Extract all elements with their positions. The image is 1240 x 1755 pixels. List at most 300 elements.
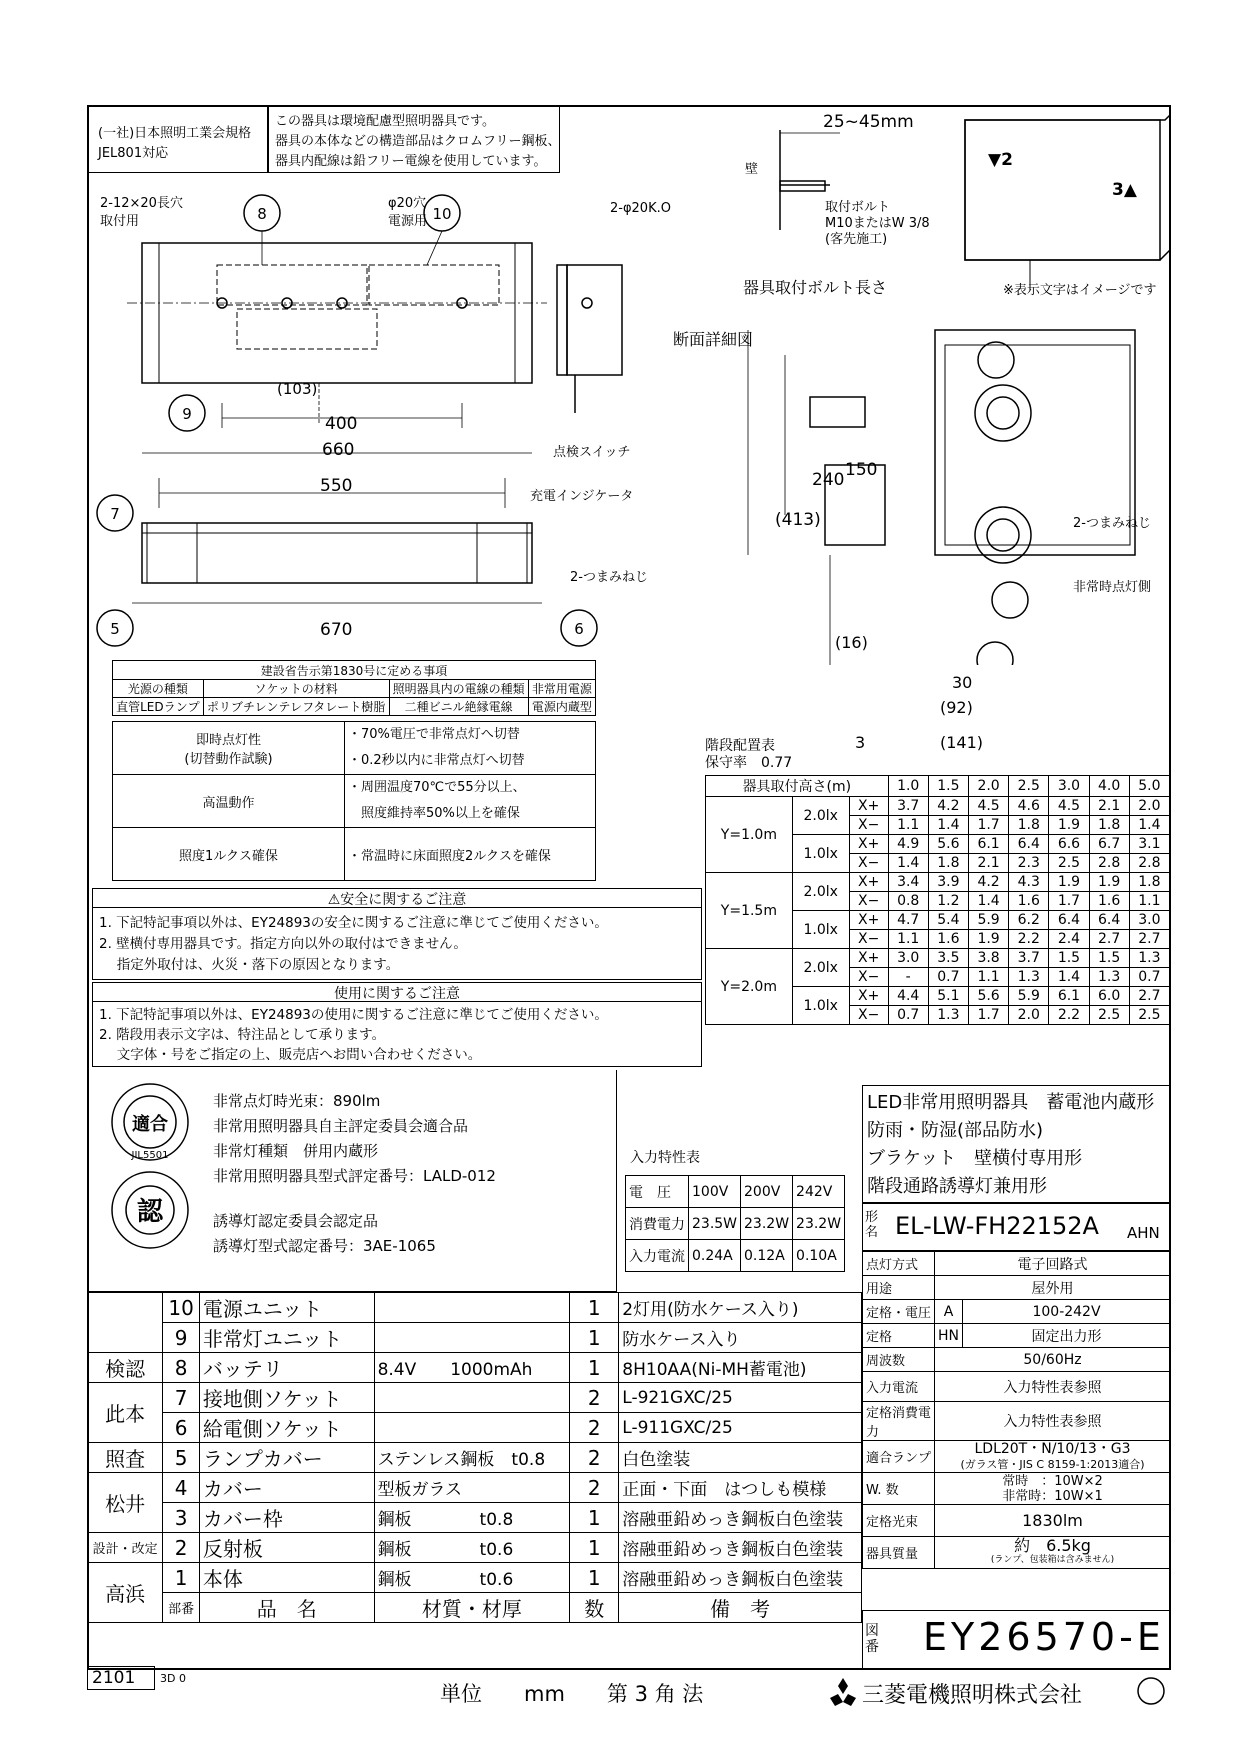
part-name: 反射板 (199, 1533, 374, 1563)
part-material: ステンレス鋼板 t0.8 (374, 1443, 570, 1473)
stair-table-title: 階段配置表 (705, 738, 775, 754)
stair-value: 2.2 (1009, 930, 1049, 949)
standard-text-2: JEL801対応 (98, 146, 169, 161)
stair-value: 1.4 (928, 816, 968, 835)
part-qty: 1 (570, 1533, 619, 1563)
stair-value: 1.2 (928, 892, 968, 911)
hole-long-label: 2-12×20長穴 (100, 196, 183, 211)
part-qty: 2 (570, 1383, 619, 1413)
spec-value: 50/60Hz (935, 1348, 1171, 1372)
product-desc-line: 防雨・防湿(部品防水) (867, 1120, 1044, 1141)
stair-value: 6.4 (1009, 835, 1049, 854)
footer-code: 2101 (92, 1668, 136, 1688)
requirement-item: ・周囲温度70℃で55分以上、 (348, 780, 526, 795)
bolt-label-3: (客先施工) (825, 232, 888, 247)
drawing-number-box (862, 1610, 1171, 1670)
requirement-label: 即時点灯性 (切替動作試験) (113, 722, 345, 775)
parts-footer-row (88, 1593, 862, 1623)
approval-stamp: 松井 (88, 1473, 163, 1533)
dim-150: 150 (845, 460, 878, 480)
input-header: 242V (793, 1176, 845, 1208)
part-qty: 1 (570, 1293, 619, 1323)
part-name: カバー (199, 1473, 374, 1503)
stair-lx-label: 1.0lx (792, 911, 849, 949)
part-name: バッテリ (199, 1353, 374, 1383)
part-material (374, 1323, 570, 1353)
spec-value: 入力特性表参照 (935, 1402, 1171, 1441)
charge-indicator-label: 充電インジケータ (530, 489, 634, 504)
knob-screw-label-2: 2-つまみねじ (1073, 516, 1151, 531)
stair-value: 4.5 (968, 797, 1008, 816)
stair-value: - (888, 968, 928, 987)
dim-670: 670 (320, 620, 353, 640)
part-material (374, 1293, 570, 1323)
lamp-label: 適合ランプ (863, 1441, 935, 1473)
input-cell: 23.2W (793, 1208, 845, 1240)
notice-header: ソケットの材料 (203, 680, 389, 698)
part-remarks: L-921GXC/25 (619, 1383, 862, 1413)
stair-row (706, 797, 1170, 816)
cert-jea-1: 誘導灯認定委員会認定品 (213, 1212, 379, 1230)
spec-code: HN (935, 1324, 963, 1348)
stair-value: 5.6 (968, 987, 1008, 1006)
parts-row (88, 1413, 862, 1443)
parts-footer-cell: 材質・材厚 (374, 1593, 570, 1623)
stair-value: 1.8 (928, 854, 968, 873)
notice-header: 照明器具内の電線の種類 (389, 680, 528, 698)
stair-value: 6.0 (1089, 987, 1129, 1006)
seal-jea-center: 認 (136, 1197, 164, 1227)
standard-text-1: (一社)日本照明工業会規格 (98, 126, 252, 141)
product-desc-line: 階段通路誘導灯兼用形 (867, 1176, 1047, 1197)
stair-value: 1.7 (968, 1006, 1008, 1025)
stair-value: 2.5 (1089, 1006, 1129, 1025)
stair-value: 1.6 (1089, 892, 1129, 911)
part-label-8: 8 (257, 205, 267, 223)
stair-height-header: 2.0 (968, 776, 1008, 797)
part-material: 鋼板 t0.8 (374, 1503, 570, 1533)
stair-value: 5.6 (928, 835, 968, 854)
stair-height-header: 2.5 (1009, 776, 1049, 797)
certification-seals (108, 1080, 208, 1260)
spec-value: 電子回路式 (935, 1252, 1171, 1276)
stair-value: 1.6 (1009, 892, 1049, 911)
part-label-10: 10 (432, 205, 452, 223)
seal-jil-code: JIL5501 (131, 1150, 169, 1161)
stair-value: 4.9 (888, 835, 928, 854)
watt-value: 常時 ：10W×2 (1002, 1473, 1103, 1489)
input-cell: 入力電流 (626, 1240, 689, 1272)
stair-value: 4.3 (1009, 873, 1049, 892)
check-switch-label: 点検スイッチ (553, 445, 631, 460)
product-desc-line: LED非常用照明器具 蓄電池内蔵形 (867, 1092, 1155, 1113)
notice-header: 非常用電源 (528, 680, 595, 698)
parts-row (88, 1293, 862, 1323)
approval-stamp: 此本 (88, 1383, 163, 1443)
spec-row (863, 1348, 1171, 1372)
part-number: 1 (163, 1563, 200, 1593)
stair-y-label: Y=1.5m (706, 873, 793, 949)
drawing-number-label: 図番 (865, 1623, 879, 1655)
usage-line: 文字体・号をご指定の上、販売店へお問い合わせください。 (99, 1047, 482, 1063)
stamp-blank (88, 1293, 163, 1353)
stair-value: 1.1 (888, 930, 928, 949)
footer-unit: 単位 mm 第 3 角 法 (440, 1682, 704, 1706)
usage-line: 2. 階段用表示文字は、特注品として承ります。 (99, 1027, 386, 1043)
parts-row (88, 1383, 862, 1413)
input-header: 電 圧 (626, 1176, 689, 1208)
stair-value: 6.4 (1089, 911, 1129, 930)
lumen-label: 定格光束 (863, 1505, 935, 1537)
spec-label: 定格・電圧 (863, 1300, 935, 1324)
stair-value: 1.5 (1049, 949, 1089, 968)
stair-value: 0.7 (888, 1006, 928, 1025)
requirement-item: ・常温時に床面照度2ルクスを確保 (345, 828, 596, 881)
spec-code: A (935, 1300, 963, 1324)
part-remarks: 溶融亜鉛めっき鋼板白色塗装 (619, 1533, 862, 1563)
parts-row (88, 1323, 862, 1353)
parts-row (88, 1563, 862, 1593)
stair-value: 2.5 (1129, 1006, 1169, 1025)
model-number: EL-LW-FH22152A (895, 1212, 1099, 1240)
notice-value: ポリブチレンテレフタレート樹脂 (203, 698, 389, 716)
bolt-length-label: 器具取付ボルト長さ (743, 278, 888, 297)
stair-direction: X+ (849, 797, 888, 816)
stair-value: 1.7 (1049, 892, 1089, 911)
dim-660: 660 (322, 440, 355, 460)
stair-direction: X+ (849, 949, 888, 968)
stair-value: 2.1 (968, 854, 1008, 873)
notice-1830-table (112, 660, 596, 716)
stair-value: 1.3 (928, 1006, 968, 1025)
input-table-title: 入力特性表 (630, 1150, 700, 1166)
lamp-value: (ガラス管・JIS C 8159-1:2013適合) (960, 1457, 1145, 1471)
stair-value: 6.1 (968, 835, 1008, 854)
stair-value: 4.6 (1009, 797, 1049, 816)
stair-lx-label: 2.0lx (792, 797, 849, 835)
dim-30: 30 (952, 673, 973, 692)
eco-text-1: この器具は環境配慮型照明器具です。 (275, 114, 495, 129)
spec-row (863, 1276, 1171, 1300)
stair-table-maint: 保守率 0.77 (705, 755, 793, 771)
stair-value: 1.9 (1049, 873, 1089, 892)
part-remarks: 8H10AA(Ni-MH蓄電池) (619, 1353, 862, 1383)
stair-lx-label: 2.0lx (792, 949, 849, 987)
drawing-number: EY26570-E (923, 1615, 1165, 1659)
cert-lumen: 非常点灯時光束：890lm (213, 1092, 381, 1110)
parts-row (88, 1533, 862, 1563)
stair-lx-label: 1.0lx (792, 835, 849, 873)
part-material: 鋼板 t0.6 (374, 1533, 570, 1563)
safety-notice-box (92, 888, 702, 980)
stair-value: 2.1 (1089, 797, 1129, 816)
stair-direction: X− (849, 892, 888, 911)
stair-value: 3.0 (1129, 911, 1169, 930)
part-number: 3 (163, 1503, 200, 1533)
hole-20-label: φ20穴 (388, 196, 427, 211)
part-number: 4 (163, 1473, 200, 1503)
stair-value: 4.7 (888, 911, 928, 930)
model-suffix: AHN (1127, 1224, 1160, 1242)
usage-notice-box (92, 982, 702, 1067)
lumen-value: 1830lm (1022, 1511, 1083, 1530)
part-qty: 1 (570, 1353, 619, 1383)
stair-height-header: 5.0 (1129, 776, 1169, 797)
notice-value: 二種ビニル絶縁電線 (389, 698, 528, 716)
notice-requirements-table (112, 721, 596, 881)
stair-value: 2.0 (1009, 1006, 1049, 1025)
input-cell: 消費電力 (626, 1208, 689, 1240)
stair-value: 6.2 (1009, 911, 1049, 930)
spec-table (862, 1251, 1171, 1569)
watt-label: W. 数 (863, 1473, 935, 1505)
stair-value: 2.7 (1129, 930, 1169, 949)
dim-3: 3 (855, 733, 866, 752)
dim-103: (103) (277, 380, 318, 398)
model-box (862, 1203, 1171, 1251)
stair-value: 2.2 (1049, 1006, 1089, 1025)
spec-row (863, 1537, 1171, 1569)
circle-mark-icon (1136, 1676, 1166, 1706)
part-name: 接地側ソケット (199, 1383, 374, 1413)
approval-stamp: 照査 (88, 1443, 163, 1473)
watt-value: 非常時：10W×1 (1002, 1488, 1103, 1504)
parts-footer-cell: 部番 (163, 1593, 200, 1623)
cert-jil-1: 非常用照明器具自主評定委員会適合品 (213, 1117, 469, 1135)
safety-line: 2. 壁横付専用器具です。指定方向以外の取付はできません。 (99, 936, 467, 952)
input-cell: 0.24A (689, 1240, 741, 1272)
input-cell: 23.2W (741, 1208, 793, 1240)
mass-value: 約 6.5kg (1014, 1536, 1091, 1555)
part-number: 6 (163, 1413, 200, 1443)
stair-value: 3.5 (928, 949, 968, 968)
spec-row (863, 1402, 1171, 1441)
mount-use-label: 取付用 (100, 214, 140, 229)
approval-stamp: 検認 (88, 1353, 163, 1383)
part-material: 8.4V 1000mAh (374, 1353, 570, 1383)
stair-direction: X− (849, 1006, 888, 1025)
requirement-item: ・0.2秒以内に非常点灯へ切替 (348, 753, 525, 768)
parts-footer-cell: 数 (570, 1593, 619, 1623)
stair-value: 1.4 (1049, 968, 1089, 987)
sign-text-1: ▼2 (988, 150, 1013, 170)
input-cell: 0.12A (741, 1240, 793, 1272)
spec-row (863, 1441, 1171, 1473)
dim-16: (16) (835, 633, 868, 652)
spec-value: 入力特性表参照 (935, 1372, 1171, 1402)
input-cell: 23.5W (689, 1208, 741, 1240)
part-remarks: 溶融亜鉛めっき鋼板白色塗装 (619, 1503, 862, 1533)
stair-value: 2.4 (1049, 930, 1089, 949)
spec-row (863, 1252, 1171, 1276)
stair-value: 2.5 (1049, 854, 1089, 873)
spec-value: 100-242V (963, 1300, 1171, 1324)
parts-list-table (87, 1292, 862, 1623)
stair-value: 2.7 (1129, 987, 1169, 1006)
part-remarks: L-911GXC/25 (619, 1413, 862, 1443)
spec-label: 定格 (863, 1324, 935, 1348)
part-qty: 2 (570, 1413, 619, 1443)
mass-value: (ランプ、包装箱は含みません) (990, 1554, 1115, 1565)
input-characteristics-table (625, 1175, 845, 1272)
mass-label: 器具質量 (863, 1537, 935, 1569)
part-material (374, 1413, 570, 1443)
stair-height-header: 1.5 (928, 776, 968, 797)
safety-title: ⚠安全に関するご注意 (93, 889, 701, 908)
stair-value: 1.4 (1129, 816, 1169, 835)
spec-value: 固定出力形 (963, 1324, 1171, 1348)
stair-value: 1.1 (968, 968, 1008, 987)
product-desc-line: ブラケット 壁横付専用形 (867, 1148, 1083, 1169)
stair-height-header: 1.0 (888, 776, 928, 797)
requirement-label: 高温動作 (113, 775, 345, 828)
notice-header: 光源の種類 (113, 680, 204, 698)
stair-direction: X+ (849, 873, 888, 892)
stair-value: 1.4 (968, 892, 1008, 911)
stair-value: 5.9 (1009, 987, 1049, 1006)
stair-y-label: Y=1.0m (706, 797, 793, 873)
stair-value: 4.4 (888, 987, 928, 1006)
part-qty: 2 (570, 1443, 619, 1473)
stair-value: 5.4 (928, 911, 968, 930)
stair-value: 1.8 (1009, 816, 1049, 835)
part-name: 本体 (199, 1563, 374, 1593)
stair-value: 3.4 (888, 873, 928, 892)
notice-value: 直管LEDランプ (113, 698, 204, 716)
part-remarks: 2灯用(防水ケース入り) (619, 1293, 862, 1323)
stair-direction: X− (849, 930, 888, 949)
stair-value: 3.1 (1129, 835, 1169, 854)
stair-value: 2.8 (1129, 854, 1169, 873)
part-label-7: 7 (110, 505, 120, 523)
stair-value: 1.3 (1009, 968, 1049, 987)
stair-value: 1.7 (968, 816, 1008, 835)
dim-413: (413) (775, 510, 821, 530)
part-remarks: 防水ケース入り (619, 1323, 862, 1353)
sign-text-2: 3▲ (1112, 180, 1137, 200)
stair-value: 2.0 (1129, 797, 1169, 816)
stair-value: 1.6 (928, 930, 968, 949)
parts-row (88, 1353, 862, 1383)
stair-value: 1.3 (1089, 968, 1129, 987)
stair-value: 3.9 (928, 873, 968, 892)
stair-direction: X− (849, 816, 888, 835)
part-number: 2 (163, 1533, 200, 1563)
part-label-6: 6 (574, 620, 584, 638)
stair-value: 4.5 (1049, 797, 1089, 816)
dim-92: (92) (940, 698, 973, 717)
stair-value: 0.7 (928, 968, 968, 987)
stair-value: 4.2 (968, 873, 1008, 892)
eco-box (268, 105, 560, 173)
stair-value: 1.4 (888, 854, 928, 873)
spec-row (863, 1505, 1171, 1537)
parts-footer-cell: 品 名 (199, 1593, 374, 1623)
spec-label: 定格消費電力 (863, 1402, 935, 1441)
cert-jil-3: 非常用照明器具型式評定番号：LALD-012 (213, 1167, 496, 1185)
part-name: 非常灯ユニット (199, 1323, 374, 1353)
spec-row (863, 1372, 1171, 1402)
dim-25-45: 25~45mm (823, 112, 914, 132)
safety-line: 1. 下記特記事項以外は、EY24893の安全に関するご注意に準じてご使用ください。 (99, 915, 608, 931)
part-material: 鋼板 t0.6 (374, 1563, 570, 1593)
approval-stamp: 設計・改定 (88, 1533, 163, 1563)
part-name: ランプカバー (199, 1443, 374, 1473)
stair-value: 1.9 (1089, 873, 1129, 892)
stair-value: 5.1 (928, 987, 968, 1006)
part-number: 5 (163, 1443, 200, 1473)
stair-value: 5.9 (968, 911, 1008, 930)
part-name: 電源ユニット (199, 1293, 374, 1323)
stair-direction: X− (849, 968, 888, 987)
stair-value: 1.1 (888, 816, 928, 835)
part-remarks: 正面・下面 はつしも模様 (619, 1473, 862, 1503)
cert-jea-2: 誘導灯型式認定番号：3AE-1065 (213, 1237, 436, 1255)
part-label-9: 9 (182, 405, 192, 423)
usage-title: 使用に関するご注意 (93, 983, 701, 1002)
part-qty: 1 (570, 1503, 619, 1533)
part-number: 7 (163, 1383, 200, 1413)
part-qty: 1 (570, 1323, 619, 1353)
stair-header-label: 器具取付高さ(m) (706, 776, 889, 797)
spec-label: 点灯方式 (863, 1252, 935, 1276)
part-qty: 2 (570, 1473, 619, 1503)
spec-row (863, 1473, 1171, 1505)
stair-value: 3.7 (1009, 949, 1049, 968)
stair-y-label: Y=2.0m (706, 949, 793, 1025)
stair-value: 0.7 (1129, 968, 1169, 987)
stair-direction: X+ (849, 911, 888, 930)
part-remarks: 白色塗装 (619, 1443, 862, 1473)
display-note: ※表示文字はイメージです (1003, 283, 1157, 298)
part-label-5: 5 (110, 620, 120, 638)
stair-direction: X+ (849, 835, 888, 854)
parts-row (88, 1473, 862, 1503)
stair-value: 6.1 (1049, 987, 1089, 1006)
lamp-value: LDL20T・N/10/13・G3 (974, 1440, 1131, 1457)
stair-value: 6.6 (1049, 835, 1089, 854)
stair-value: 6.7 (1089, 835, 1129, 854)
hole-ko-label: 2-φ20K.O (610, 201, 671, 216)
spec-row (863, 1300, 1171, 1324)
stair-height-header: 4.0 (1089, 776, 1129, 797)
emergency-side-label: 非常時点灯側 (1073, 580, 1152, 595)
knob-screw-label: 2-つまみねじ (570, 570, 648, 585)
part-material: 型板ガラス (374, 1473, 570, 1503)
usage-line: 1. 下記特記事項以外は、EY24893の使用に関するご注意に準じてご使用ください。 (99, 1007, 608, 1023)
eco-text-2: 器具の本体などの構造部品はクロムフリー鋼板、 (275, 134, 561, 149)
requirement-item: ・70%電圧で非常点灯へ切替 (348, 727, 520, 742)
power-use-label: 電源用 (388, 214, 428, 229)
stair-row (706, 873, 1170, 892)
notice-title: 建設省告示第1830号に定める事項 (113, 661, 596, 680)
stair-value: 2.7 (1089, 930, 1129, 949)
company-name: 三菱電機照明株式会社 (862, 1683, 1083, 1708)
cert-jil-2: 非常灯種類 併用内蔵形 (213, 1142, 379, 1160)
notice-value: 電源内蔵型 (528, 698, 595, 716)
requirement-item: 照度維持率50%以上を確保 (348, 806, 520, 821)
stair-height-header: 3.0 (1049, 776, 1089, 797)
parts-footer-cell: 備 考 (619, 1593, 862, 1623)
stair-value: 1.8 (1089, 816, 1129, 835)
mitsubishi-logo-icon (825, 1676, 861, 1708)
footer-code-box (87, 1666, 155, 1690)
stair-value: 3.7 (888, 797, 928, 816)
eco-text-3: 器具内配線は鉛フリー電線を使用しています。 (275, 154, 547, 169)
bolt-label-2: M10またはW 3/8 (825, 216, 930, 231)
part-number: 8 (163, 1353, 200, 1383)
stair-value: 1.1 (1129, 892, 1169, 911)
